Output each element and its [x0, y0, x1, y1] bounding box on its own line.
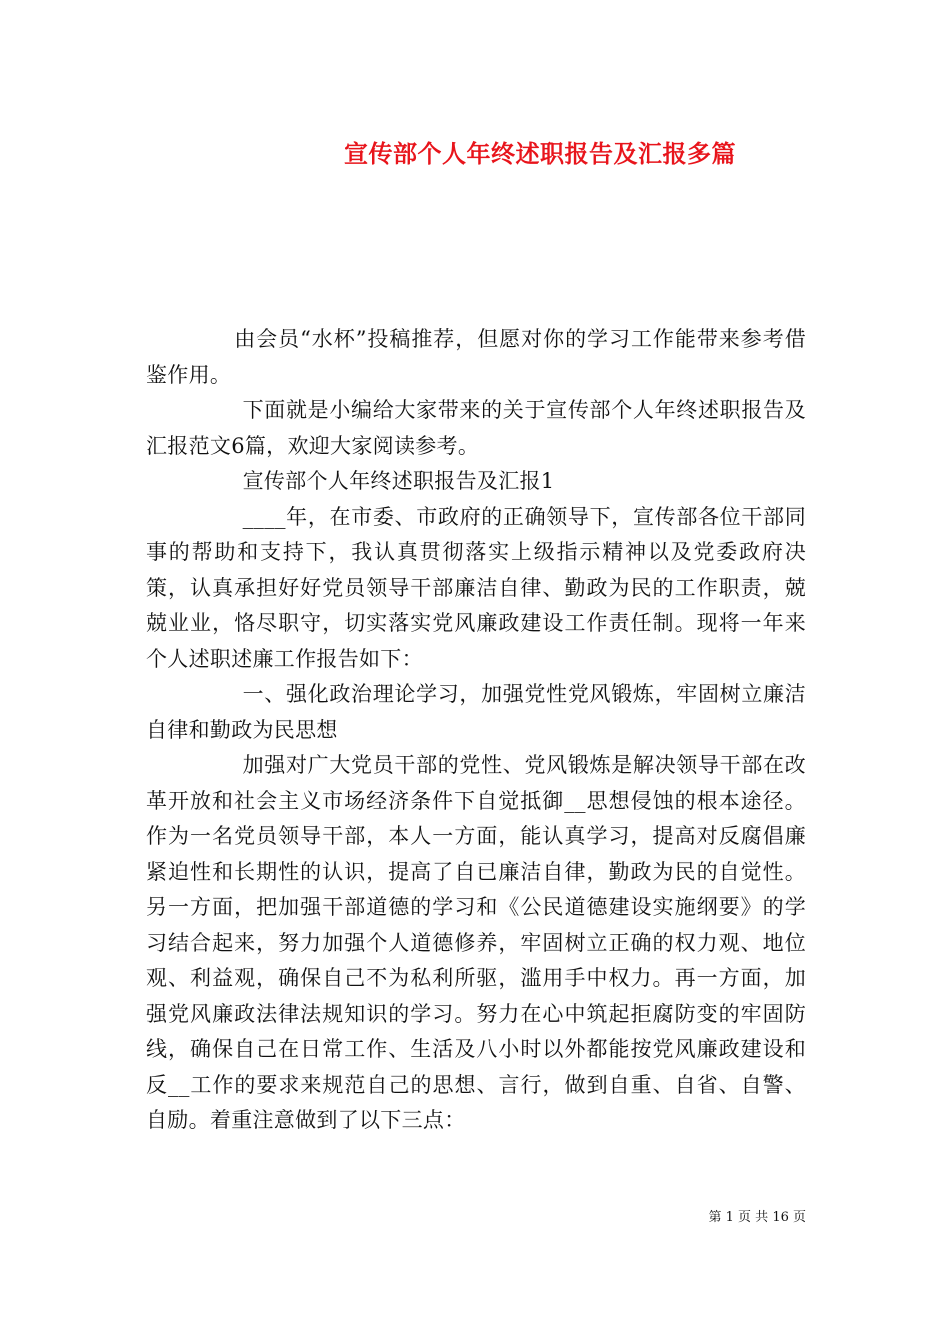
paragraph-body: ____年，在市委、市政府的正确领导下，宣传部各位干部同事的帮助和支持下，我认真贯彻落实上级指示精神以及党委政府决策，认真承担好好党员领导干部廉洁自律、勤政为民的工作职责，兢兢业业，恪尽职守，切实落实党风廉政建设工作责任制。现将一年来个人述职述廉工作报告如下：: [146, 504, 806, 671]
subsection-heading: 一、强化政治理论学习，加强党性党风锻炼，牢固树立廉洁自律和勤政为民思想: [146, 682, 806, 742]
paragraph-body: 加强对广大党员干部的党性、党风锻炼是解决领导干部在改革开放和社会主义市场经济条件下自觉抵御__思想侵蚀的根本途径。作为一名党员领导干部，本人一方面，能认真学习，提高对反腐倡廉紧迫性和长期性的认识，提高了自已廉洁自律，勤政为民的自觉性。另一方面，把加强干部道德的学习和《公民道德建设实施纲要》的学习结合起来，努力加强个人道德修养，牢固树立正确的权力观、地位观、利益观，确保自己不为私利所驱，滥用手中权力。再一方面，加强党风廉政法律法规知识的学习。努力在心中筑起拒腐防变的牢固防线，确保自己在日常工作、生活及八小时以外都能按党风廉政建设和反__工作的要求来规范自己的思想、言行，做到自重、自省、自警、自励。着重注意做到了以下三点：: [146, 753, 806, 1132]
page-title: 宣传部个人年终述职报告及汇报多篇: [344, 139, 736, 168]
paragraph-lead: 下面就是小编给大家带来的关于宣传部个人年终述职报告及汇报范文6篇，欢迎大家阅读参考。: [146, 398, 806, 458]
page-number: 第 1 页 共 16 页: [708, 1210, 806, 1225]
document-body: [146, 322, 806, 1139]
section-heading: 宣传部个人年终述职报告及汇报1: [242, 469, 555, 493]
paragraph-intro: 由会员“水杯”投稿推荐，但愿对你的学习工作能带来参考借鉴作用。: [146, 327, 806, 387]
